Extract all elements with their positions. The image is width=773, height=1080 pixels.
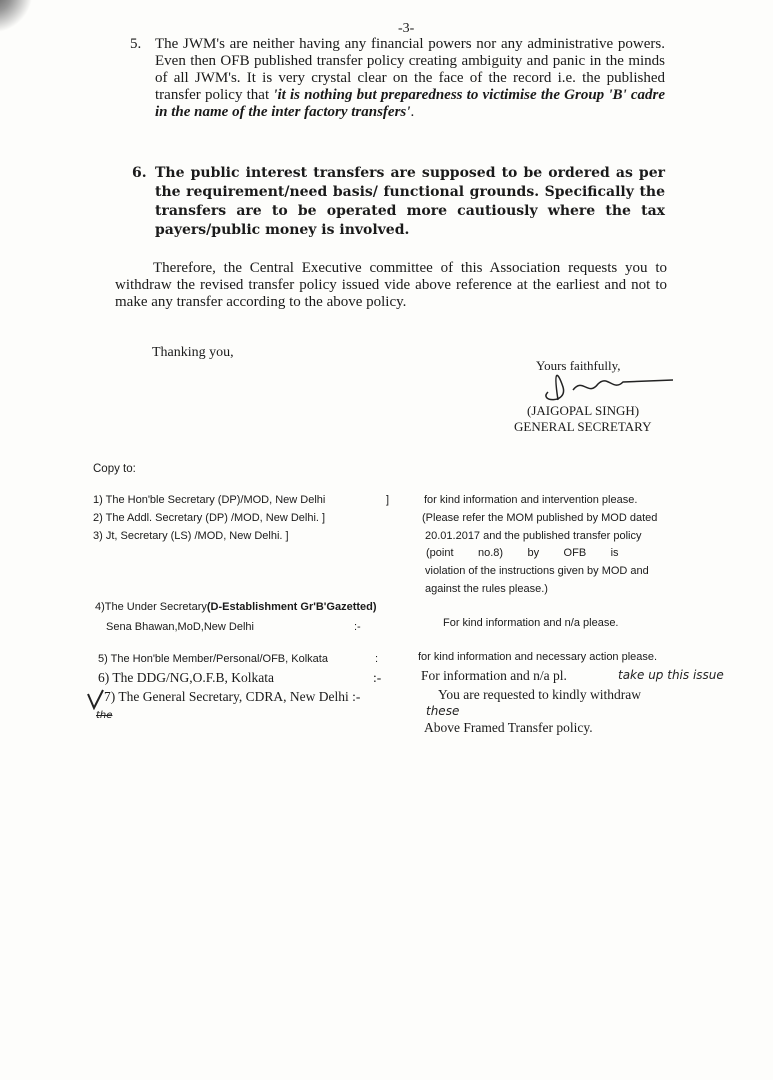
copy-note-1: for kind information and intervention please. — [424, 494, 638, 506]
point-5-emphasis: 'it is nothing but preparedness to victimise the Group 'B' cadre in the name of the inter factory transfers' — [155, 87, 665, 120]
scan-shadow — [0, 0, 40, 40]
copy-item-4-sep: :- — [354, 621, 361, 633]
copy-item-4 — [95, 601, 377, 614]
copy-item-6: 6) The DDG/NG,O.F.B, Kolkata — [98, 670, 275, 685]
copy-note-5: violation of the instructions given by MOD and — [425, 565, 649, 577]
point-5-number: 5. — [130, 36, 142, 52]
copy-item-1: 1) The Hon'ble Secretary (DP)/MOD, New Delhi — [93, 494, 326, 506]
copy-item-7-note-2: Above Framed Transfer policy. — [424, 720, 593, 735]
copy-note-6: against the rules please.) — [425, 583, 548, 595]
copy-item-4-note: For kind information and n/a please. — [443, 617, 619, 629]
handwritten-note: take up this issue — [618, 668, 724, 682]
copy-item-4-line2: Sena Bhawan,MoD,New Delhi — [106, 621, 254, 633]
page-number: -3- — [398, 21, 415, 36]
valediction: Yours faithfully, — [536, 358, 621, 373]
handwritten-insert: these — [426, 704, 460, 718]
point-5 — [155, 36, 665, 121]
point-5-text: The JWM's are neither having any financial powers nor any administrative powers. Even then OFB published transfer policy creating ambiguity and panic in the minds of all JWM's. It is very crystal clear on the face of the record i.e. the published transfer policy that — [155, 36, 665, 103]
copy-note-3: 20.01.2017 and the published transfer policy — [425, 530, 642, 542]
closing: Thanking you, — [152, 345, 234, 360]
signature-scribble — [528, 362, 678, 402]
handwritten-struck: the — [96, 710, 113, 721]
copy-note-4: (point no.8) by OFB is — [426, 547, 619, 559]
check-mark-icon — [86, 688, 104, 710]
bracket: ] — [386, 494, 390, 506]
conclusion-paragraph: Therefore, the Central Executive committee of this Association requests you to withdraw the revised transfer policy issued vide above reference at the earliest and not to make any transfer according to the above policy. — [115, 260, 667, 310]
copy-item-4-text: 4)The Under Secretary — [95, 601, 207, 613]
copy-item-6-sep: :- — [373, 670, 382, 685]
signatory-name: (JAIGOPAL SINGH) — [527, 403, 640, 418]
point-5-end: . — [410, 104, 415, 120]
copy-item-7: 7) The General Secretary, CDRA, New Delhi :- — [104, 689, 361, 704]
point-6-number: 6. — [132, 165, 147, 181]
signatory-title: GENERAL SECRETARY — [514, 419, 652, 434]
copy-item-2: 2) The Addl. Secretary (DP) /MOD, New Delhi. ] — [93, 512, 326, 524]
copy-item-3: 3) Jt, Secretary (LS) /MOD, New Delhi. ] — [93, 530, 289, 542]
copy-item-5-note: for kind information and necessary action please. — [418, 651, 658, 663]
copy-item-5-sep: : — [375, 653, 379, 665]
copy-item-7-note-1: You are requested to kindly withdraw — [438, 687, 641, 702]
copy-note-2: (Please refer the MOM published by MOD dated — [422, 512, 658, 524]
copy-to-heading: Copy to: — [93, 463, 136, 475]
copy-item-4-bold: (D-Establishment Gr'B'Gazetted) — [206, 601, 377, 613]
point-6: The public interest transfers are supposed to be ordered as per the requirement/need basis/ functional grounds. Specifically the transfers are to be operated more cautiously where the tax payers/public money is involved. — [155, 165, 665, 238]
copy-item-5: 5) The Hon'ble Member/Personal/OFB, Kolkata — [98, 653, 328, 665]
copy-item-6-note: For information and n/a pl. — [421, 668, 567, 683]
